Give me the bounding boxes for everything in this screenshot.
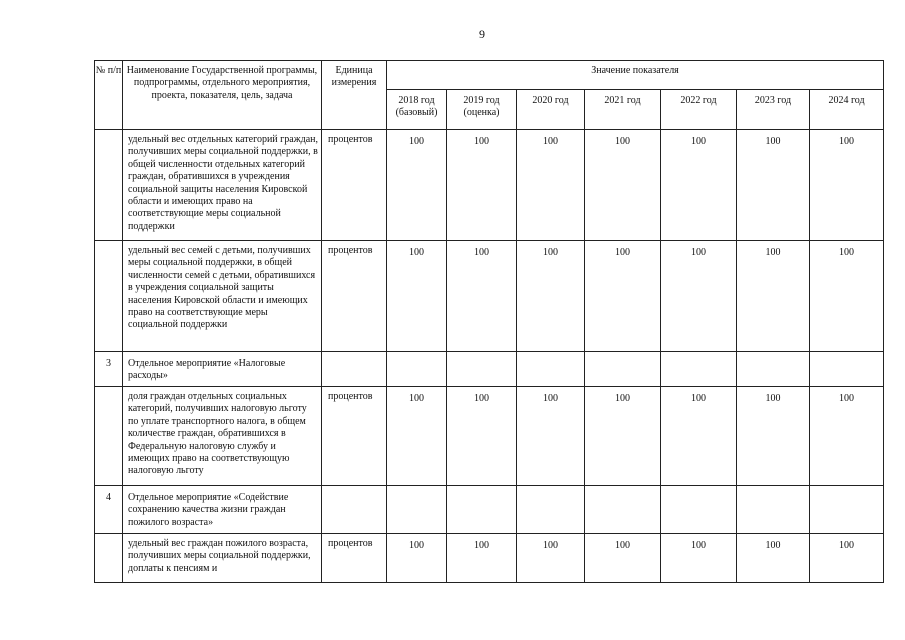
value-cell: 100 [661,387,737,486]
value-cell [810,486,884,534]
row-num [95,534,123,583]
table-row [95,486,884,534]
value-cell: 100 [661,130,737,241]
header-year: 2018 год (базовый) [387,90,447,130]
row-unit [322,486,387,534]
value-cell: 100 [387,534,447,583]
value-cell: 100 [585,130,661,241]
header-unit: Единица измерения [322,61,387,130]
row-num: 4 [95,486,123,534]
row-num [95,387,123,486]
header-year: 2022 год [661,90,737,130]
table-row [95,387,884,486]
row-name: удельный вес граждан пожилого возраста, получивших меры социальной поддержки, доплаты к пенсиям и [123,534,322,583]
value-cell: 100 [585,241,661,352]
value-cell [387,352,447,387]
value-cell: 100 [387,241,447,352]
row-name: доля граждан отдельных социальных категорий, получивших налоговую льготу по уплате транспортного налога, в общем количестве граждан, обратившихся в Федеральную налоговую службу и имеющих право на соответствующую налоговую льготу [123,387,322,486]
value-cell: 100 [517,387,585,486]
row-num: 3 [95,352,123,387]
header-value-group: Значение показателя [387,61,884,90]
value-cell: 100 [517,241,585,352]
table-row [95,534,884,583]
table-row [95,241,884,352]
table-row [95,130,884,241]
value-cell: 100 [447,130,517,241]
header-year: 2023 год [737,90,810,130]
value-cell: 100 [447,387,517,486]
row-num [95,130,123,241]
value-cell: 100 [810,241,884,352]
page-number: 9 [479,27,485,41]
row-unit: процентов [322,534,387,583]
value-cell: 100 [447,534,517,583]
value-cell: 100 [447,241,517,352]
value-cell: 100 [661,241,737,352]
value-cell: 100 [810,387,884,486]
header-year: 2019 год (оценка) [447,90,517,130]
row-name: удельный вес отдельных категорий граждан, получивших меры социальной поддержки, в общей численности отдельных категорий граждан, обратившихся в учреждения социальной защиты населения Кировской области и имеющих право на соответствующие меры социальной поддержки [123,130,322,241]
value-cell [387,486,447,534]
value-cell [661,486,737,534]
header-year: 2020 год [517,90,585,130]
value-cell [447,486,517,534]
row-unit: процентов [322,130,387,241]
value-cell [447,352,517,387]
header-num: № п/п [95,61,123,130]
value-cell: 100 [661,534,737,583]
value-cell [661,352,737,387]
header-year: 2024 год [810,90,884,130]
value-cell: 100 [387,387,447,486]
value-cell: 100 [585,387,661,486]
row-unit: процентов [322,241,387,352]
row-unit [322,352,387,387]
value-cell: 100 [737,130,810,241]
value-cell: 100 [737,534,810,583]
header-name: Наименование Государственной программы, подпрограммы, отдельного мероприятия, проекта, показателя, цель, задача [123,61,322,130]
value-cell: 100 [737,387,810,486]
row-num [95,241,123,352]
value-cell [517,352,585,387]
value-cell: 100 [585,534,661,583]
value-cell: 100 [810,534,884,583]
value-cell: 100 [387,130,447,241]
value-cell: 100 [517,130,585,241]
value-cell [737,486,810,534]
row-unit: процентов [322,387,387,486]
value-cell: 100 [517,534,585,583]
value-cell [585,352,661,387]
indicators-table [94,60,884,583]
header-year: 2021 год [585,90,661,130]
row-name: Отдельное мероприятие «Налоговые расходы» [123,352,322,387]
table-row [95,352,884,387]
value-cell [585,486,661,534]
value-cell [810,352,884,387]
value-cell: 100 [810,130,884,241]
value-cell [737,352,810,387]
value-cell [517,486,585,534]
row-name: удельный вес семей с детьми, получивших меры социальной поддержки, в общей численности семей с детьми, обратившихся в учреждения социальной защиты населения Кировской области и имеющих право на соответствующие меры социальной поддержки [123,241,322,352]
row-name: Отдельное мероприятие «Содействие сохранению качества жизни граждан пожилого возраста» [123,486,322,534]
value-cell: 100 [737,241,810,352]
